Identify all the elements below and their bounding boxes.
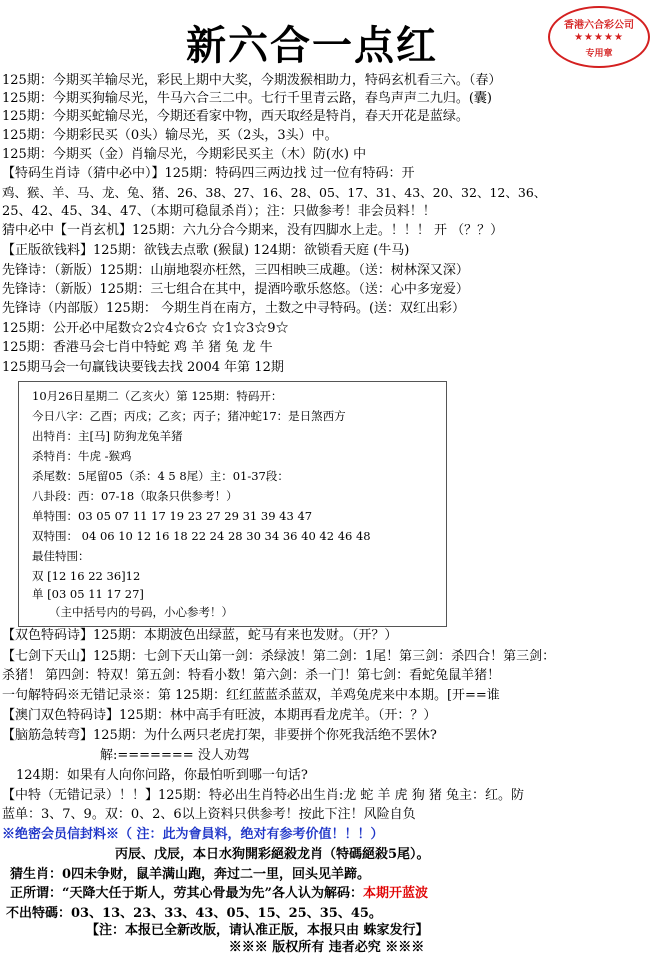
text-line: 【脑筋急转弯】125期：为什么两只老虎打架，非要拼个你死我活绝不罢休? (2, 728, 437, 743)
box-line: 最佳特围： (32, 549, 90, 563)
text-line: 【正版欲钱料】125期：欲钱去点歌 (猴鼠) 124期：欲锁看天庭 (牛马) (2, 243, 410, 258)
saying-line (10, 885, 428, 903)
text-line: 125期：今期彩民买（0头）输尽光，买（2头，3头）中。 (2, 128, 338, 143)
text-line: 【中特（无错记录）！！】125期：特必出生肖特必出生肖:龙 蛇 羊 虎 狗 猪 兔主：红。防 (2, 788, 524, 803)
text-line: 【澳门双色特码诗】125期：林中高手有旺波，本期再看龙虎羊。（开：？） (2, 708, 437, 723)
seal-top-text: 香港六合彩公司 (564, 20, 634, 31)
box-line: 双 [12 16 22 36]12 (32, 569, 141, 583)
text-line: 125期：今期买狗输尽光，牛马六合三二中。七行千里青云路，春鸟声声二九归。(囊) (2, 91, 492, 106)
box-line: （主中括号内的号码，小心参考！） (49, 605, 233, 619)
no-special-line: 不出特碼：03、13、23、33、43、05、15、25、35、45。 (6, 906, 382, 921)
text-line: 125期：今期买蛇输尽光，今期还看家中物，西天取经是特肖，春天开花是蓝绿。 (2, 109, 469, 124)
box-line: 八卦段：西：07-18（取条只供参考！） (32, 489, 238, 503)
text-line: 124期：如果有人向你问路，你最怕听到哪一句话? (16, 768, 308, 783)
box-line: 双特围： 04 06 10 12 16 18 22 24 28 30 34 36 40 42 46 48 (32, 529, 371, 543)
issued-line: 【注：本报已全新改版，请认准正版，本报只由 蛛家发行】 (86, 923, 429, 938)
text-line: 125期：今期买羊输尽光，彩民上期中大奖，今期泼猴相助力，特码玄机看三六。（春） (2, 73, 502, 88)
info-box (18, 381, 447, 627)
member-notice: ※绝密会员信封料※（ 注：此为會員料，绝对有参考价值！！！） (2, 827, 384, 842)
text-line: 先锋诗（内部版）125期： 今期生肖在南方，土数之中寻特码。(送：双红出彩） (2, 301, 466, 316)
text-line: 杀猪！ 第四剑：特双！第五剑：特看小数！第六剑：杀一门！第七剑：看蛇兔鼠羊猪！ (2, 668, 501, 683)
box-line: 今日八字：乙酉；丙戌；乙亥；丙子；猪冲蛇17：是日煞西方 (32, 409, 346, 423)
text-line: 125期：公开必中尾数☆2☆4☆6☆ ☆1☆3☆9☆ (2, 321, 289, 336)
text-line: 125期：香港马会七肖中特蛇 鸡 羊 猪 兔 龙 牛 (2, 340, 273, 355)
text-line: 125期：今期买（金）肖输尽光，今期彩民买主（木）防(水) 中 (2, 147, 367, 162)
guess-label: 猜生肖： (10, 867, 63, 882)
box-line: 10月26日星期二（乙亥火）第 125期：特码开： (32, 389, 283, 403)
saying-red: 本期开蓝波 (362, 886, 428, 901)
box-line: 杀特肖：牛虎 -猴鸡 (32, 449, 132, 463)
copyright-line: ※※※ 版权所有 违者必究 ※※※ (228, 940, 425, 955)
text-line: 125期马会一句赢钱诀要钱去找 2004 年第 12期 (2, 360, 284, 375)
text-line: 先锋诗：（新版）125期：山崩地裂亦枉然，三四相映三成趣。（送：树林深又深） (2, 263, 469, 278)
text-line: 蓝单：3、7、9。双：0、2、6以上资料只供参考！按此下注！风险自负 (2, 807, 416, 822)
text-line: 【七剑下天山】125期：七剑下天山第一剑：杀绿波！第二剑：1尾！第三剑：杀四合！第三剑： (2, 649, 556, 664)
box-line: 出特肖：主[马] 防狗龙兔羊猪 (32, 429, 183, 443)
dog-line: 丙辰、戊辰，本日水狗開彩絕殺龙肖（特碼絕殺5尾）。 (115, 847, 430, 862)
guess-line (10, 866, 370, 884)
saying-text: “天降大任于斯人，劳其心骨最为先”各人认为解码： (62, 886, 363, 901)
box-line: 杀尾数：5尾留05（杀：4 5 8尾）主：01-37段： (32, 469, 289, 483)
official-seal (548, 6, 650, 68)
guess-text: 0四未争财，鼠羊满山跑，奔过二一里，回头见羊蹄。 (62, 867, 371, 882)
seal-bottom-text: 专用章 (585, 49, 613, 59)
text-line: 鸡、猴、羊、马、龙、兔、猪、26、38、27、16、28、05、17、31、43、20、32、12、36、 (2, 185, 547, 200)
box-line: 单 [03 05 11 17 27] (32, 587, 144, 601)
text-line: 解:======= 没人劝驾 (100, 748, 250, 763)
saying-label: 正所谓： (10, 886, 63, 901)
text-line: 【特码生肖诗（猜中必中）】125期：特码四三两边找 过一位有特码：开 (2, 166, 415, 181)
page-title: 新六合一点红 (186, 22, 438, 69)
text-line: 一句解特码※无错记录※：第 125期：红红蓝蓝杀蓝双，羊鸡兔虎来中本期。[开==谁 (2, 688, 500, 703)
seal-stars: ★★★★★ (574, 32, 624, 43)
box-line: 单特围：03 05 07 11 17 19 23 27 29 31 39 43 47 (32, 509, 313, 523)
text-line: 猜中必中【一肖玄机】125期：六九分合今期来，没有四脚水上走。！！！ 开 （？？） (2, 223, 504, 238)
text-line: 25、42、45、34、47、（本期可稳鼠杀肖）；注：只做参考！非会员料！！ (2, 204, 436, 219)
text-line: 【双色特码诗】125期：本期波色出绿蓝，蛇马有来也发财。（开？） (2, 628, 398, 643)
text-line: 先锋诗：（新版）125期：三七组合在其中，提酒吟歌乐悠悠。（送：心中多宠爱） (2, 282, 469, 297)
